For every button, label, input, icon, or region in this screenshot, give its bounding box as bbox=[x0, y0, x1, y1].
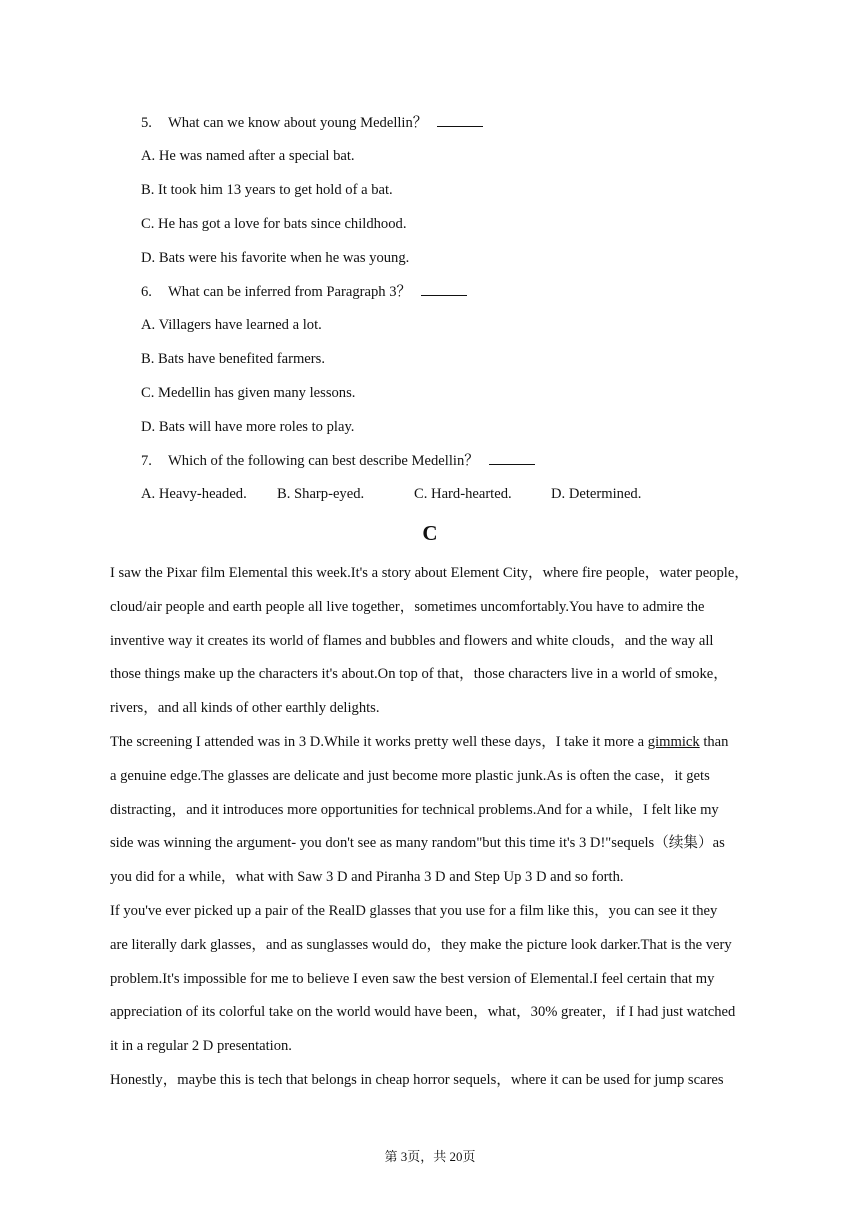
passage-line: appreciation of its colorful take on the world would have been，what，30% greater，if I had just watched bbox=[110, 1004, 736, 1020]
question-text: What can we know about young Medellin？ bbox=[168, 115, 428, 131]
question-5 bbox=[141, 113, 483, 132]
passage-line: a genuine edge.The glasses are delicate and just become more plastic junk.As is often the case，it gets bbox=[110, 768, 710, 784]
option-7c: C. Hard-hearted. bbox=[414, 486, 512, 502]
passage-line: Honestly，maybe this is tech that belongs in cheap horror sequels，where it can be used for jump scares bbox=[110, 1072, 724, 1088]
option-7b: B. Sharp-eyed. bbox=[277, 486, 365, 502]
section-title: C bbox=[422, 521, 438, 545]
option-5d: D. Bats were his favorite when he was young. bbox=[141, 250, 410, 266]
underlined-word: gimmick bbox=[647, 734, 700, 750]
option-7a: A. Heavy-headed. bbox=[141, 486, 247, 502]
answer-blank bbox=[489, 451, 535, 465]
passage-line: If you've ever picked up a pair of the RealD glasses that you use for a film like this，you can see it they bbox=[110, 903, 718, 919]
question-text: Which of the following can best describe Medellin？ bbox=[168, 453, 479, 469]
passage-text: than bbox=[699, 734, 729, 750]
option-7d: D. Determined. bbox=[551, 486, 642, 502]
question-6 bbox=[141, 282, 467, 301]
option-6b: B. Bats have benefited farmers. bbox=[141, 351, 325, 367]
passage-line: those things make up the characters it's about.On top of that，those characters live in a world of smoke， bbox=[110, 666, 728, 682]
passage-line: rivers，and all kinds of other earthly delights. bbox=[110, 700, 380, 716]
passage-line: problem.It's impossible for me to believe I even saw the best version of Elemental.I feel certain that my bbox=[110, 971, 715, 987]
page-number: 第 3页，共 20页 bbox=[384, 1149, 476, 1164]
option-6a: A. Villagers have learned a lot. bbox=[141, 317, 322, 333]
question-number: 6. bbox=[141, 284, 152, 300]
passage-line: distracting，and it introduces more opportunities for technical problems.And for a while，I felt like my bbox=[110, 802, 719, 818]
answer-blank bbox=[421, 282, 467, 296]
question-number: 5. bbox=[141, 115, 152, 131]
passage-line: are literally dark glasses，and as sunglasses would do，they make the picture look darker.That is the very bbox=[110, 937, 732, 953]
option-6d: D. Bats will have more roles to play. bbox=[141, 419, 355, 435]
option-5a: A. He was named after a special bat. bbox=[141, 148, 355, 164]
passage-line bbox=[110, 733, 728, 751]
passage-line: side was winning the argument- you don't see as many random"but this time it's 3 D!"sequels（续集）as bbox=[110, 835, 725, 851]
question-number: 7. bbox=[141, 453, 152, 469]
option-5c: C. He has got a love for bats since childhood. bbox=[141, 216, 407, 232]
question-text: What can be inferred from Paragraph 3？ bbox=[168, 284, 412, 300]
passage-line: you did for a while，what with Saw 3 D and Piranha 3 D and Step Up 3 D and so forth. bbox=[110, 869, 624, 885]
question-7 bbox=[141, 451, 535, 470]
passage-line: cloud/air people and earth people all live together，sometimes uncomfortably.You have to admire the bbox=[110, 599, 705, 615]
passage-line: it in a regular 2 D presentation. bbox=[110, 1038, 292, 1054]
answer-blank bbox=[437, 113, 483, 127]
passage-line: inventive way it creates its world of flames and bubbles and flowers and white clouds，and the way all bbox=[110, 633, 714, 649]
option-5b: B. It took him 13 years to get hold of a bat. bbox=[141, 182, 393, 198]
passage-line: I saw the Pixar film Elemental this week.It's a story about Element City，where fire people，water people， bbox=[110, 565, 749, 581]
passage-text: The screening I attended was in 3 D.While it works pretty well these days，I take it more a bbox=[110, 734, 648, 750]
option-6c: C. Medellin has given many lessons. bbox=[141, 385, 356, 401]
